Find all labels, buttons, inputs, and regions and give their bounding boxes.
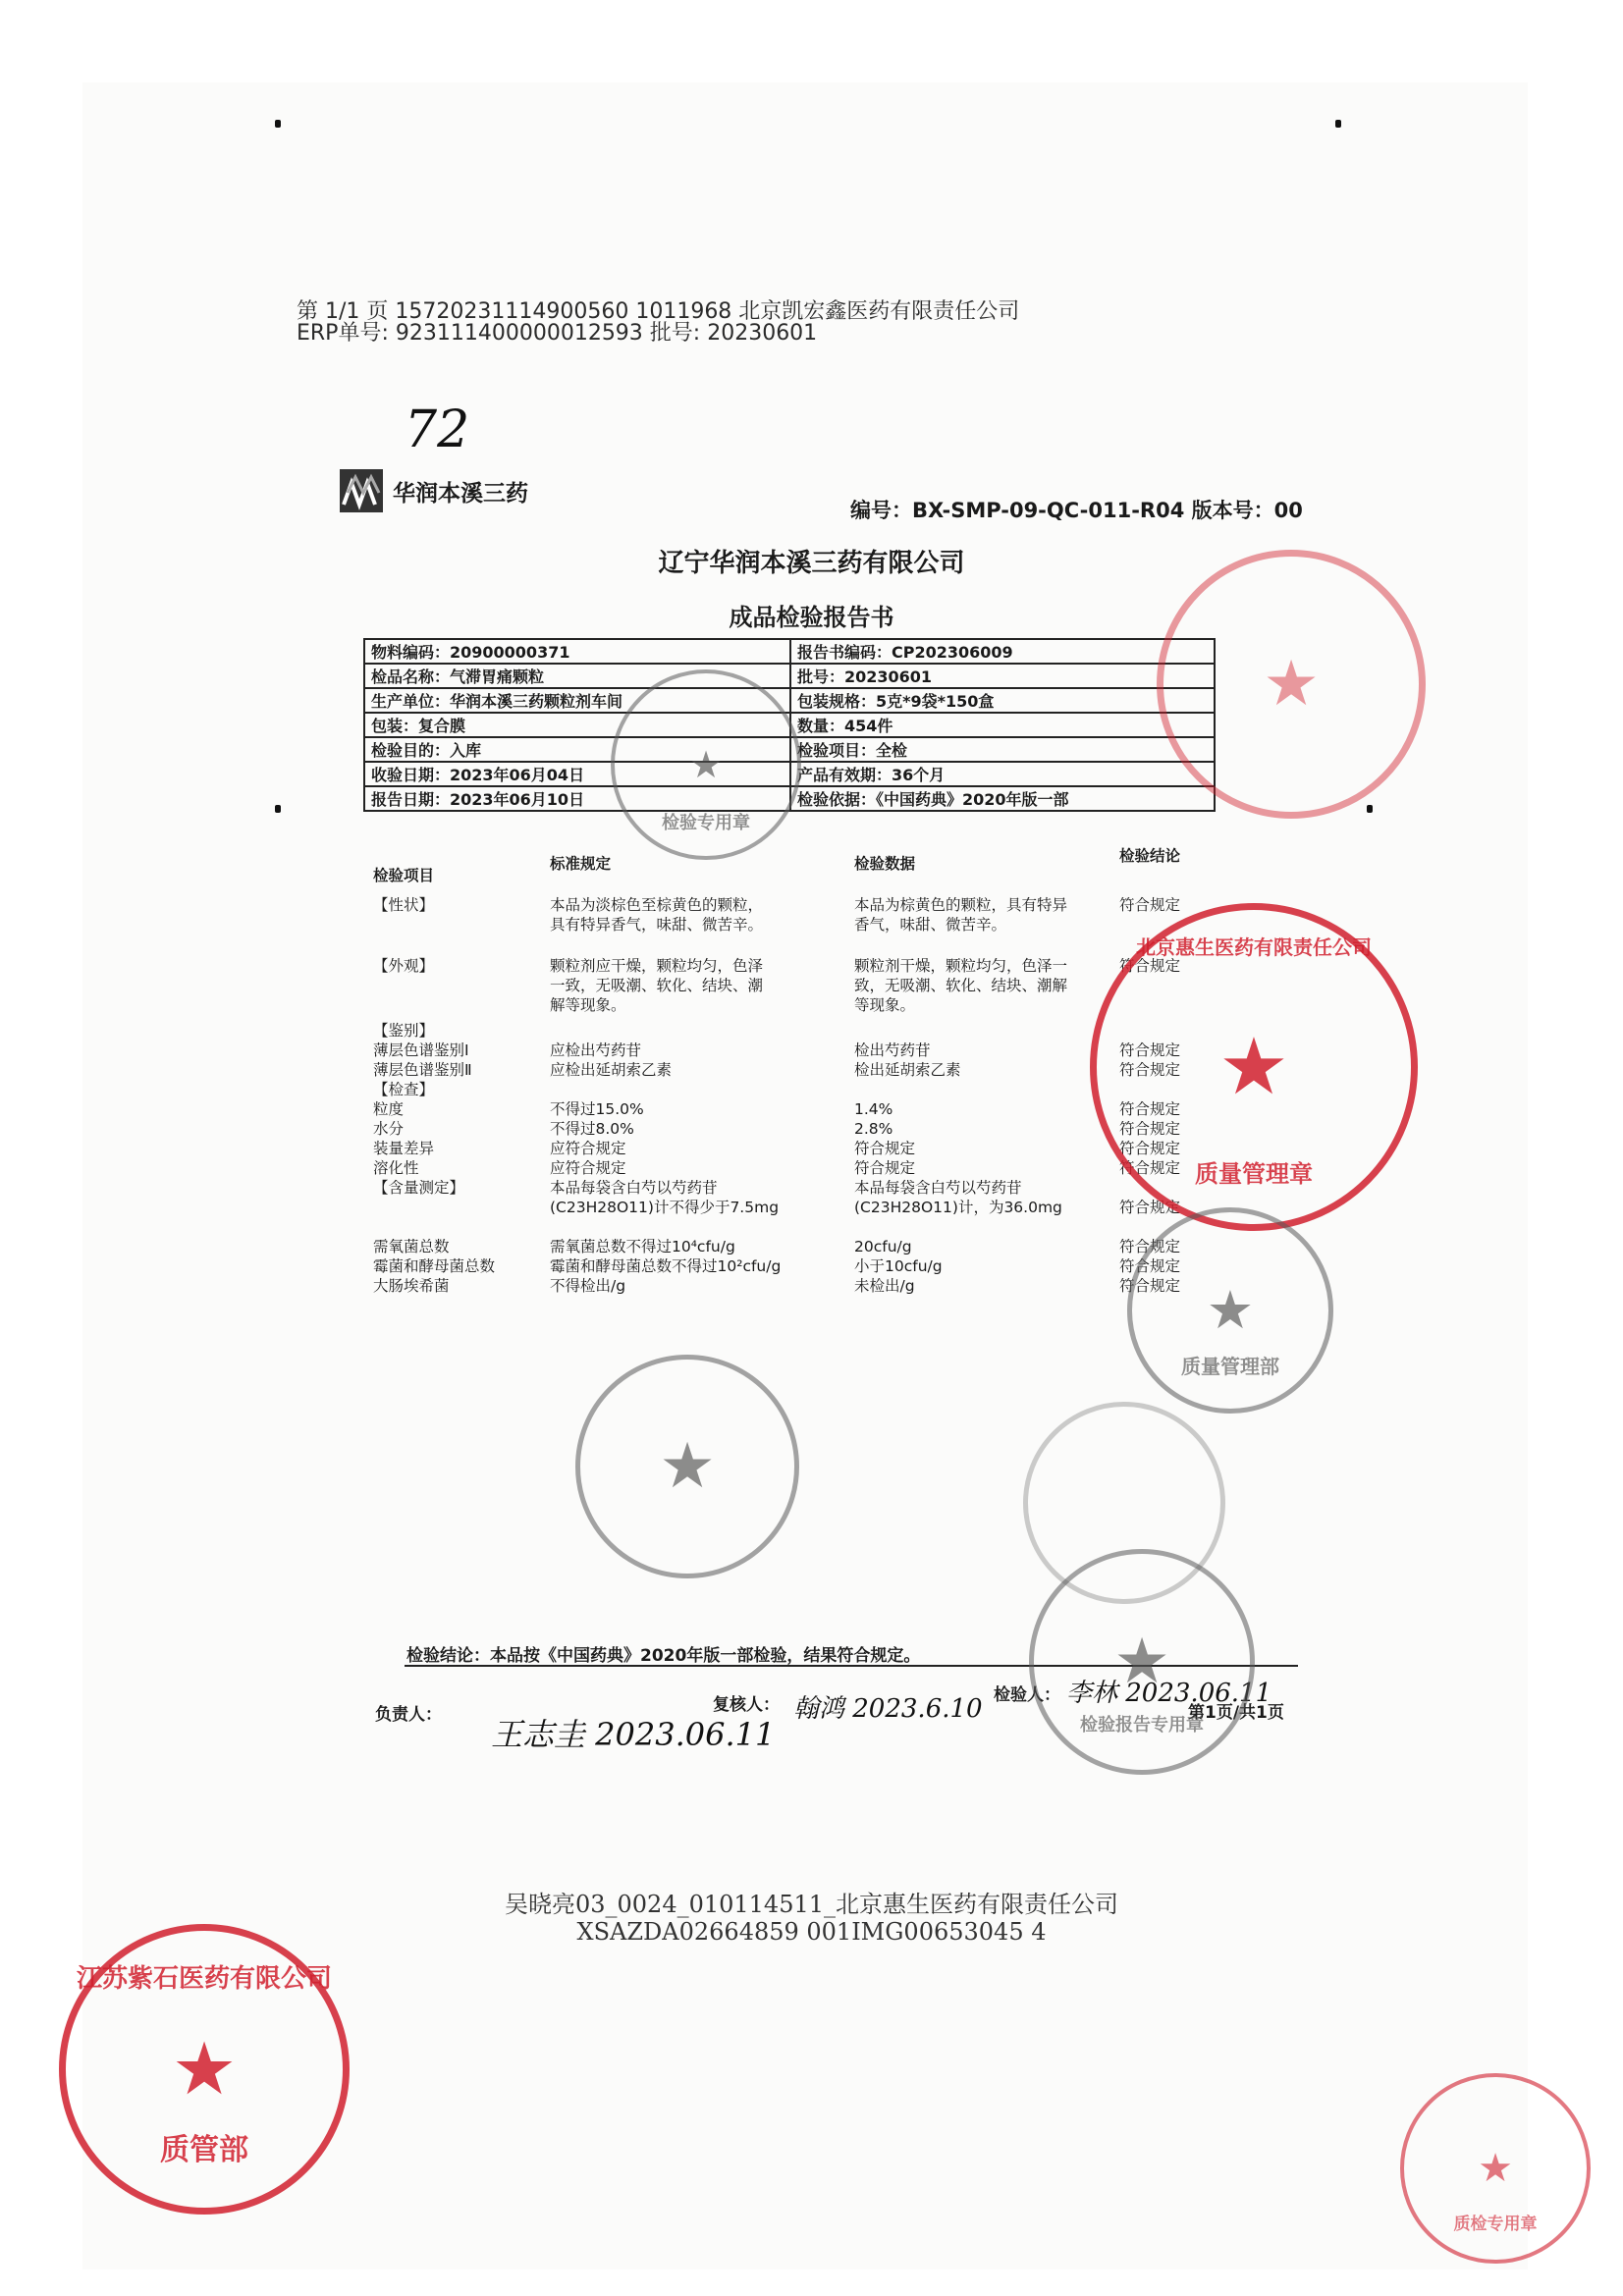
report-date: 报告日期：2023年06月10日 (364, 786, 790, 811)
test-item: 检验项目：全检 (790, 737, 1215, 762)
result-data: (C23H28O11)计，为36.0mg (854, 1199, 1062, 1216)
stamp-label: 质检专用章 (1453, 2215, 1538, 2234)
company-name: 辽宁华润本溪三药有限公司 (658, 549, 965, 578)
quality-stamp-huisheng (1090, 903, 1418, 1231)
result-conclusion: 符合规定 (1119, 1140, 1181, 1157)
result-data: 本品每袋含白芍以芍药苷 (854, 1179, 1022, 1197)
result-standard: 不得过8.0% (550, 1120, 634, 1138)
result-conclusion: 符合规定 (1119, 1277, 1181, 1295)
header-data: 检验数据 (854, 855, 916, 873)
result-row (373, 1237, 1237, 1256)
responsible-label: 负责人： (375, 1705, 442, 1725)
scan-speck (275, 805, 281, 813)
result-conclusion: 符合规定 (1119, 1238, 1181, 1255)
test-basis: 检验依据：《中国药典》2020年版一部 (790, 786, 1215, 811)
quality-stamp-gray (1127, 1207, 1333, 1414)
result-conclusion: 符合规定 (1119, 1159, 1181, 1177)
result-conclusion: 符合规定 (1119, 957, 1181, 975)
result-item: 粒度 (373, 1100, 405, 1118)
result-standard: 应符合规定 (550, 1159, 626, 1177)
star-icon: ★ (1218, 1021, 1289, 1112)
stamp-label: 质管部 (160, 2133, 248, 2167)
result-standard: 本品为淡棕色至棕黄色的颗粒， (550, 896, 764, 914)
header-standard: 标准规定 (550, 855, 612, 873)
result-data: 检出延胡索乙素 (854, 1061, 961, 1079)
responsible-signature: 王志圭 2023.06.11 (491, 1716, 776, 1753)
result-conclusion: 符合规定 (1119, 1199, 1181, 1216)
shelf-life: 产品有效期：36个月 (790, 762, 1215, 786)
result-standard: 解等现象。 (550, 996, 626, 1014)
reviewer-label: 复核人： (713, 1695, 780, 1715)
result-data: 等现象。 (854, 996, 916, 1014)
bottom-note-line1: 吴晓亮03_0024_010114511_北京惠生医药有限责任公司 (504, 1891, 1119, 1918)
inspector-label: 检验人： (994, 1685, 1060, 1705)
company-logo-icon (340, 469, 383, 512)
scan-speck (275, 120, 281, 128)
material-code: 物料编码：20900000371 (364, 639, 790, 664)
product-name: 检品名称：气滞胃痛颗粒 (364, 664, 790, 688)
result-item: 薄层色谱鉴别Ⅱ (373, 1061, 472, 1079)
manufacturer: 生产单位：华润本溪三药颗粒剂车间 (364, 688, 790, 713)
result-standard: 颗粒剂应干燥，颗粒均匀，色泽 (550, 957, 764, 975)
result-item: 大肠埃希菌 (373, 1277, 450, 1295)
corner-stamp (1400, 2073, 1591, 2264)
result-data: 致，无吸潮、软化、结块、潮解 (854, 977, 1068, 994)
result-item: 【检查】 (373, 1081, 435, 1098)
result-data: 符合规定 (854, 1140, 916, 1157)
star-icon: ★ (1478, 2146, 1513, 2191)
results-header (373, 846, 1237, 885)
stamp-label: 检验专用章 (662, 813, 750, 833)
result-data: 香气，味甜、微苦辛。 (854, 916, 1007, 934)
result-item: 装量差异 (373, 1140, 435, 1157)
report-seal-stamp (1029, 1549, 1255, 1775)
result-standard: 具有特异香气，味甜、微苦辛。 (550, 916, 764, 934)
result-item: 水分 (373, 1120, 405, 1138)
report-title: 成品检验报告书 (729, 604, 894, 631)
star-icon: ★ (1113, 1626, 1170, 1698)
print-header-line2: ERP单号: 923111400000012593 批号: 20230601 (297, 321, 818, 346)
result-standard: 不得过15.0% (550, 1100, 644, 1118)
result-item: 【外观】 (373, 957, 435, 975)
faded-red-stamp (1157, 550, 1426, 819)
print-header-line1: 第 1/1 页 15720231114900560 1011968 北京凯宏鑫医药有限责任公司 (297, 299, 1020, 324)
result-standard: 霉菌和酵母菌总数不得过10²cfu/g (550, 1257, 782, 1275)
page-mark: 72 (405, 400, 470, 459)
result-row (373, 1256, 1237, 1276)
header-conclusion: 检验结论 (1119, 847, 1181, 865)
result-standard: 应检出延胡索乙素 (550, 1061, 673, 1079)
report-number: 报告书编码：CP202306009 (790, 639, 1215, 664)
result-data: 检出芍药苷 (854, 1041, 931, 1059)
result-standard: 应检出芍药苷 (550, 1041, 642, 1059)
star-icon: ★ (1263, 648, 1320, 721)
result-standard: 需氧菌总数不得过10⁴cfu/g (550, 1238, 735, 1255)
result-data: 本品为棕黄色的颗粒，具有特异 (854, 896, 1068, 914)
result-item: 【性状】 (373, 896, 435, 914)
quantity: 数量：454件 (790, 713, 1215, 737)
result-conclusion: 符合规定 (1119, 1120, 1181, 1138)
star-icon: ★ (171, 2027, 238, 2111)
result-item: 【含量测定】 (373, 1179, 465, 1197)
result-item: 溶化性 (373, 1159, 419, 1177)
stamp-label: 检验报告专用章 (1080, 1715, 1204, 1735)
scan-speck (1335, 120, 1341, 128)
bottom-note-line2: XSAZDA02664859 001IMG00653045 4 (576, 1918, 1047, 1946)
result-standard: (C23H28O11)计不得少于7.5mg (550, 1199, 780, 1216)
company-stamp-gray (575, 1355, 799, 1578)
result-item: 霉菌和酵母菌总数 (373, 1257, 496, 1275)
star-icon: ★ (659, 1430, 716, 1503)
quality-stamp-jiangsu (59, 1924, 350, 2215)
result-conclusion: 符合规定 (1119, 896, 1181, 914)
logo-text: 华润本溪三药 (393, 481, 528, 507)
result-conclusion: 符合规定 (1119, 1100, 1181, 1118)
result-conclusion: 符合规定 (1119, 1041, 1181, 1059)
final-conclusion: 检验结论：本品按《中国药典》2020年版一部检验，结果符合规定。 (406, 1646, 921, 1666)
result-standard: 本品每袋含白芍以芍药苷 (550, 1179, 718, 1197)
result-data: 20cfu/g (854, 1238, 912, 1255)
batch-number: 批号：20230601 (790, 664, 1215, 688)
result-data: 1.4% (854, 1100, 893, 1118)
stamp-label: 质量管理章 (1195, 1160, 1313, 1188)
result-data: 2.8% (854, 1120, 893, 1138)
inspection-seal-stamp (611, 669, 801, 860)
stamp-ring-text: 江苏紫石医药有限公司 (76, 1964, 332, 1994)
receive-date: 收验日期：2023年06月04日 (364, 762, 790, 786)
result-data: 颗粒剂干燥，颗粒均匀，色泽一 (854, 957, 1068, 975)
result-standard: 不得检出/g (550, 1277, 626, 1295)
result-conclusion: 符合规定 (1119, 1257, 1181, 1275)
result-data: 未检出/g (854, 1277, 915, 1295)
document-number: 编号：BX-SMP-09-QC-011-R04 版本号：00 (850, 499, 1303, 522)
result-item: 【鉴别】 (373, 1022, 435, 1040)
test-purpose: 检验目的：入库 (364, 737, 790, 762)
packaging: 包装：复合膜 (364, 713, 790, 737)
result-data: 符合规定 (854, 1159, 916, 1177)
star-icon: ★ (1206, 1279, 1255, 1341)
page-count: 第1页/共1页 (1188, 1703, 1284, 1723)
result-standard: 应符合规定 (550, 1140, 626, 1157)
result-item: 薄层色谱鉴别Ⅰ (373, 1041, 469, 1059)
result-standard: 一致，无吸潮、软化、结块、潮 (550, 977, 764, 994)
result-row (373, 895, 1237, 915)
header-item: 检验项目 (373, 867, 435, 884)
reviewer-signature: 翰鸿 2023.6.10 (793, 1694, 983, 1724)
result-data: 小于10cfu/g (854, 1257, 943, 1275)
result-row (373, 1198, 1237, 1217)
star-icon: ★ (688, 743, 724, 786)
stamp-label: 质量管理部 (1181, 1355, 1279, 1378)
inspector-signature: 李林 2023.06.11 (1066, 1679, 1272, 1708)
result-item: 需氧菌总数 (373, 1238, 450, 1255)
stamp-ring-text: 北京惠生医药有限责任公司 (1136, 935, 1372, 959)
package-spec: 包装规格：5克*9袋*150盒 (790, 688, 1215, 713)
result-row (373, 1276, 1237, 1296)
scan-speck (1367, 805, 1373, 813)
result-conclusion: 符合规定 (1119, 1061, 1181, 1079)
